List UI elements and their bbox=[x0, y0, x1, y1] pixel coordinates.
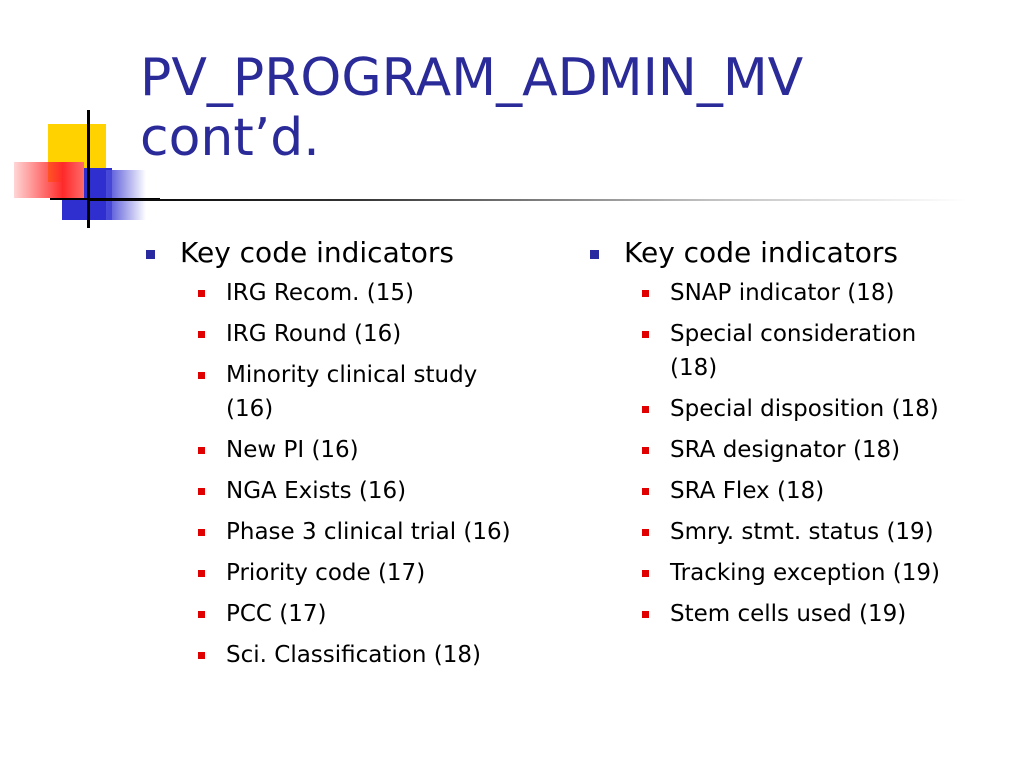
list-item bbox=[142, 433, 562, 467]
list-item bbox=[586, 433, 1006, 467]
red-bullet-icon bbox=[198, 529, 205, 536]
list-item-text: IRG Round (16) bbox=[226, 321, 402, 347]
list-item bbox=[142, 358, 562, 426]
red-bullet-icon bbox=[198, 331, 205, 338]
right-column bbox=[586, 232, 1006, 638]
list-item-text: Minority clinical study (16) bbox=[226, 362, 478, 422]
red-bullet-icon bbox=[198, 290, 205, 297]
left-heading: Key code indicators bbox=[180, 236, 454, 269]
slide-title bbox=[140, 48, 1000, 168]
square-bullet-icon bbox=[590, 250, 599, 259]
list-item-text: Tracking exception (19) bbox=[670, 560, 940, 586]
list-item-text: SNAP indicator (18) bbox=[670, 280, 895, 306]
title-line-2: cont’d. bbox=[140, 108, 320, 168]
list-item-text: SRA designator (18) bbox=[670, 437, 901, 463]
list-item-text: IRG Recom. (15) bbox=[226, 280, 414, 306]
list-item-text: New PI (16) bbox=[226, 437, 359, 463]
left-heading-bullet bbox=[142, 232, 562, 274]
list-item-text: PCC (17) bbox=[226, 601, 327, 627]
right-heading-bullet bbox=[586, 232, 1006, 274]
list-item bbox=[586, 392, 1006, 426]
red-bullet-icon bbox=[642, 611, 649, 618]
vertical-line-decoration bbox=[87, 110, 90, 228]
red-bullet-icon bbox=[642, 406, 649, 413]
list-item-text: Special consideration (18) bbox=[670, 321, 917, 381]
title-rule bbox=[88, 199, 968, 201]
red-bullet-icon bbox=[198, 488, 205, 495]
list-item bbox=[586, 474, 1006, 508]
title-line-1: PV_PROGRAM_ADMIN_MV bbox=[140, 48, 804, 108]
list-item bbox=[586, 317, 1006, 385]
list-item bbox=[142, 276, 562, 310]
list-item bbox=[142, 556, 562, 590]
blue-fade-decoration bbox=[106, 170, 146, 220]
list-item-text: Smry. stmt. status (19) bbox=[670, 519, 934, 545]
list-item bbox=[142, 597, 562, 631]
list-item-text: Phase 3 clinical trial (16) bbox=[226, 519, 511, 545]
red-bullet-icon bbox=[642, 570, 649, 577]
red-bullet-icon bbox=[198, 611, 205, 618]
red-bullet-icon bbox=[198, 570, 205, 577]
red-bullet-icon bbox=[198, 652, 205, 659]
list-item bbox=[142, 515, 562, 549]
red-bullet-icon bbox=[642, 290, 649, 297]
red-bullet-icon bbox=[642, 529, 649, 536]
list-item bbox=[142, 317, 562, 351]
red-bullet-icon bbox=[198, 447, 205, 454]
left-list bbox=[142, 276, 562, 672]
red-bullet-icon bbox=[642, 331, 649, 338]
red-bullet-icon bbox=[198, 372, 205, 379]
square-bullet-icon bbox=[146, 250, 155, 259]
list-item-text: NGA Exists (16) bbox=[226, 478, 407, 504]
list-item bbox=[142, 474, 562, 508]
list-item bbox=[586, 515, 1006, 549]
list-item-text: Priority code (17) bbox=[226, 560, 426, 586]
list-item-text: Stem cells used (19) bbox=[670, 601, 907, 627]
list-item bbox=[586, 597, 1006, 631]
red-bullet-icon bbox=[642, 488, 649, 495]
right-heading: Key code indicators bbox=[624, 236, 898, 269]
list-item bbox=[142, 638, 562, 672]
list-item-text: Sci. Classification (18) bbox=[226, 642, 481, 668]
red-bullet-icon bbox=[642, 447, 649, 454]
red-bar-decoration bbox=[14, 162, 84, 198]
list-item bbox=[586, 276, 1006, 310]
list-item-text: SRA Flex (18) bbox=[670, 478, 825, 504]
list-item-text: Special disposition (18) bbox=[670, 396, 939, 422]
list-item bbox=[586, 556, 1006, 590]
right-list bbox=[586, 276, 1006, 631]
left-column bbox=[142, 232, 562, 679]
